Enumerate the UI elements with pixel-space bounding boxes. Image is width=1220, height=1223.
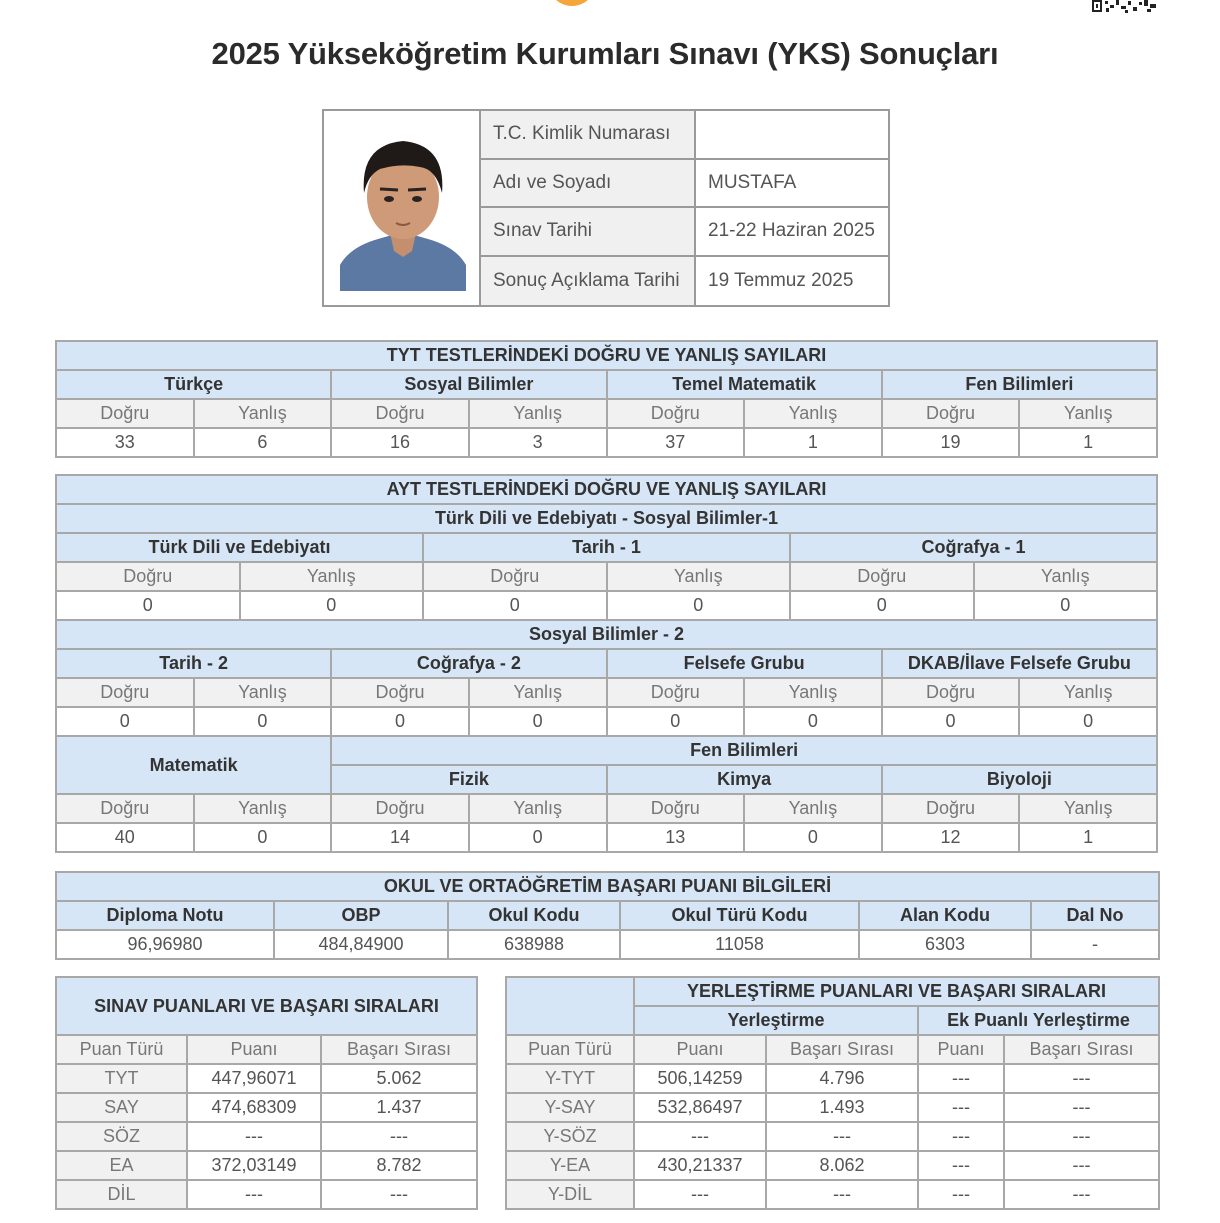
placement-col-header: Puan Türü — [506, 1035, 634, 1064]
school-col-header: Alan Kodu — [859, 901, 1031, 930]
yanlis-value: 1 — [744, 428, 882, 457]
ayt-title: AYT TESTLERİNDEKİ DOĞRU VE YANLIŞ SAYILARI — [56, 475, 1157, 504]
school-col-header: Dal No — [1031, 901, 1159, 930]
dogru-label: Doğru — [607, 399, 745, 428]
score-type: Y-EA — [506, 1151, 634, 1180]
rank-value: 1.437 — [321, 1093, 477, 1122]
placement-sub-header: Yerleştirme — [634, 1006, 918, 1035]
ayt-subject-header: Biyoloji — [882, 765, 1157, 794]
ayt-fen-title: Fen Bilimleri — [331, 736, 1157, 765]
yanlis-label: Yanlış — [974, 562, 1158, 591]
dogru-label: Doğru — [331, 794, 469, 823]
result-date-label: Sonuç Açıklama Tarihi — [481, 257, 696, 306]
yanlis-label: Yanlış — [744, 399, 882, 428]
placement-scores-table — [505, 976, 1160, 1210]
dogru-label: Doğru — [331, 399, 469, 428]
ayt-subject-header: Kimya — [607, 765, 882, 794]
osym-logo — [548, 0, 596, 6]
exam-scores-title: SINAV PUANLARI VE BAŞARI SIRALARI — [56, 977, 477, 1035]
rank-value: 1.493 — [766, 1093, 918, 1122]
yanlis-label: Yanlış — [194, 399, 332, 428]
dogru-value: 33 — [56, 428, 194, 457]
dogru-label: Doğru — [423, 562, 607, 591]
tyt-subject-header: Temel Matematik — [607, 370, 882, 399]
exam-date-value: 21-22 Haziran 2025 — [696, 208, 888, 257]
score-value: --- — [634, 1122, 766, 1151]
placement-blank-header — [506, 977, 634, 1035]
extra-placement-sub-header: Ek Puanlı Yerleştirme — [918, 1006, 1159, 1035]
dogru-value: 13 — [607, 823, 745, 852]
ayt-subject-header: Felsefe Grubu — [607, 649, 882, 678]
tyt-title: TYT TESTLERİNDEKİ DOĞRU VE YANLIŞ SAYILARI — [56, 341, 1157, 370]
exam-date-label: Sınav Tarihi — [481, 208, 696, 257]
school-value: 638988 — [448, 930, 620, 959]
yanlis-value: 0 — [469, 707, 607, 736]
yanlis-value: 1 — [1019, 428, 1157, 457]
yanlis-value: 0 — [974, 591, 1158, 620]
school-info-table — [55, 871, 1160, 960]
table-row — [506, 1064, 1159, 1093]
placement-col-header: Puanı — [918, 1035, 1004, 1064]
placement-col-header: Başarı Sırası — [1004, 1035, 1159, 1064]
page-title: 2025 Yükseköğretim Kurumları Sınavı (YKS) Sonuçları — [211, 36, 999, 71]
school-col-header: Okul Kodu — [448, 901, 620, 930]
ayt-subject-header: Coğrafya - 2 — [331, 649, 606, 678]
ayt-results-table — [55, 474, 1158, 853]
name-label: Adı ve Soyadı — [481, 160, 696, 209]
ayt-subject-header: Tarih - 2 — [56, 649, 331, 678]
extra-score-value: --- — [918, 1093, 1004, 1122]
score-type: DİL — [56, 1180, 187, 1209]
school-col-header: OBP — [274, 901, 448, 930]
dogru-value: 0 — [423, 591, 607, 620]
dogru-label: Doğru — [56, 794, 194, 823]
yanlis-label: Yanlış — [194, 678, 332, 707]
table-row — [56, 1064, 477, 1093]
school-col-header: Okul Türü Kodu — [620, 901, 859, 930]
score-value: --- — [187, 1122, 321, 1151]
dogru-label: Doğru — [882, 678, 1020, 707]
rank-value: 4.796 — [766, 1064, 918, 1093]
placement-scores-title: YERLEŞTİRME PUANLARI VE BAŞARI SIRALARI — [634, 977, 1159, 1006]
table-row — [56, 1122, 477, 1151]
dogru-label: Doğru — [607, 794, 745, 823]
yanlis-value: 0 — [1019, 707, 1157, 736]
exam-scores-table — [55, 976, 478, 1210]
dogru-label: Doğru — [790, 562, 974, 591]
yanlis-label: Yanlış — [469, 794, 607, 823]
rank-value: --- — [321, 1180, 477, 1209]
yanlis-value: 0 — [607, 591, 791, 620]
extra-score-value: --- — [918, 1064, 1004, 1093]
candidate-info-block — [322, 109, 890, 307]
dogru-value: 0 — [790, 591, 974, 620]
ayt-subject-header: Fizik — [331, 765, 606, 794]
school-value: 11058 — [620, 930, 859, 959]
score-value: 447,96071 — [187, 1064, 321, 1093]
tyt-subject-header: Sosyal Bilimler — [331, 370, 606, 399]
yanlis-value: 0 — [194, 707, 332, 736]
school-col-header: Diploma Notu — [56, 901, 274, 930]
table-row — [506, 1093, 1159, 1122]
dogru-label: Doğru — [607, 678, 745, 707]
yanlis-value: 0 — [469, 823, 607, 852]
candidate-photo — [340, 135, 466, 291]
school-value: 484,84900 — [274, 930, 448, 959]
score-type: Y-SÖZ — [506, 1122, 634, 1151]
tyt-results-table — [55, 340, 1158, 458]
dogru-label: Doğru — [56, 399, 194, 428]
ayt-subject-header: Türk Dili ve Edebiyatı — [56, 533, 423, 562]
dogru-label: Doğru — [882, 794, 1020, 823]
score-value: --- — [634, 1180, 766, 1209]
yanlis-label: Yanlış — [194, 794, 332, 823]
dogru-label: Doğru — [56, 562, 240, 591]
yanlis-value: 1 — [1019, 823, 1157, 852]
school-value: - — [1031, 930, 1159, 959]
result-date-value: 19 Temmuz 2025 — [696, 257, 888, 306]
score-type: SAY — [56, 1093, 187, 1122]
extra-rank-value: --- — [1004, 1064, 1159, 1093]
school-value: 6303 — [859, 930, 1031, 959]
yanlis-label: Yanlış — [607, 562, 791, 591]
extra-rank-value: --- — [1004, 1180, 1159, 1209]
yanlis-value: 0 — [744, 823, 882, 852]
extra-score-value: --- — [918, 1151, 1004, 1180]
yanlis-value: 3 — [469, 428, 607, 457]
table-row — [56, 1093, 477, 1122]
dogru-value: 14 — [331, 823, 469, 852]
yanlis-label: Yanlış — [1019, 678, 1157, 707]
extra-rank-value: --- — [1004, 1151, 1159, 1180]
yanlis-label: Yanlış — [240, 562, 424, 591]
score-type: TYT — [56, 1064, 187, 1093]
table-row — [506, 1122, 1159, 1151]
dogru-value: 37 — [607, 428, 745, 457]
table-row — [506, 1151, 1159, 1180]
rank-value: --- — [766, 1122, 918, 1151]
ayt-subject-header: DKAB/İlave Felsefe Grubu — [882, 649, 1157, 678]
yanlis-label: Yanlış — [469, 678, 607, 707]
table-row — [56, 1151, 477, 1180]
tc-no-value — [696, 111, 888, 160]
rank-value: --- — [321, 1122, 477, 1151]
extra-score-value: --- — [918, 1180, 1004, 1209]
score-value: 474,68309 — [187, 1093, 321, 1122]
score-type: Y-TYT — [506, 1064, 634, 1093]
school-value: 96,96980 — [56, 930, 274, 959]
dogru-label: Doğru — [56, 678, 194, 707]
ayt-subject-header: Coğrafya - 1 — [790, 533, 1157, 562]
extra-rank-value: --- — [1004, 1122, 1159, 1151]
table-row — [56, 1180, 477, 1209]
dogru-value: 0 — [882, 707, 1020, 736]
qr-code-icon — [1092, 0, 1158, 14]
dogru-value: 40 — [56, 823, 194, 852]
yanlis-label: Yanlış — [469, 399, 607, 428]
dogru-label: Doğru — [331, 678, 469, 707]
ayt-matematik-header: Matematik — [56, 736, 331, 794]
yanlis-value: 6 — [194, 428, 332, 457]
score-type: Y-SAY — [506, 1093, 634, 1122]
ayt-group1-title: Türk Dili ve Edebiyatı - Sosyal Bilimler-1 — [56, 504, 1157, 533]
dogru-value: 0 — [56, 707, 194, 736]
dogru-value: 16 — [331, 428, 469, 457]
score-value: --- — [187, 1180, 321, 1209]
score-col-header: Puan Türü — [56, 1035, 187, 1064]
dogru-label: Doğru — [882, 399, 1020, 428]
tyt-subject-header: Fen Bilimleri — [882, 370, 1157, 399]
extra-score-value: --- — [918, 1122, 1004, 1151]
score-col-header: Puanı — [187, 1035, 321, 1064]
yanlis-value: 0 — [744, 707, 882, 736]
score-col-header: Başarı Sırası — [321, 1035, 477, 1064]
yanlis-value: 0 — [240, 591, 424, 620]
yanlis-label: Yanlış — [744, 794, 882, 823]
score-type: EA — [56, 1151, 187, 1180]
rank-value: --- — [766, 1180, 918, 1209]
dogru-value: 0 — [331, 707, 469, 736]
score-type: SÖZ — [56, 1122, 187, 1151]
score-type: Y-DİL — [506, 1180, 634, 1209]
tc-no-label: T.C. Kimlik Numarası — [481, 111, 696, 160]
dogru-value: 0 — [56, 591, 240, 620]
rank-value: 8.782 — [321, 1151, 477, 1180]
dogru-value: 12 — [882, 823, 1020, 852]
extra-rank-value: --- — [1004, 1093, 1159, 1122]
dogru-value: 0 — [607, 707, 745, 736]
yanlis-label: Yanlış — [1019, 794, 1157, 823]
candidate-info-grid — [481, 111, 888, 305]
yanlis-value: 0 — [194, 823, 332, 852]
rank-value: 5.062 — [321, 1064, 477, 1093]
table-row — [506, 1180, 1159, 1209]
name-value: MUSTAFA — [696, 160, 888, 209]
score-value: 430,21337 — [634, 1151, 766, 1180]
school-info-title: OKUL VE ORTAÖĞRETİM BAŞARI PUANI BİLGİLERİ — [56, 872, 1159, 901]
score-value: 532,86497 — [634, 1093, 766, 1122]
rank-value: 8.062 — [766, 1151, 918, 1180]
score-value: 506,14259 — [634, 1064, 766, 1093]
score-value: 372,03149 — [187, 1151, 321, 1180]
yanlis-label: Yanlış — [1019, 399, 1157, 428]
dogru-value: 19 — [882, 428, 1020, 457]
ayt-subject-header: Tarih - 1 — [423, 533, 790, 562]
placement-col-header: Başarı Sırası — [766, 1035, 918, 1064]
placement-col-header: Puanı — [634, 1035, 766, 1064]
candidate-photo-cell — [324, 111, 481, 305]
ayt-group2-title: Sosyal Bilimler - 2 — [56, 620, 1157, 649]
yanlis-label: Yanlış — [744, 678, 882, 707]
tyt-subject-header: Türkçe — [56, 370, 331, 399]
